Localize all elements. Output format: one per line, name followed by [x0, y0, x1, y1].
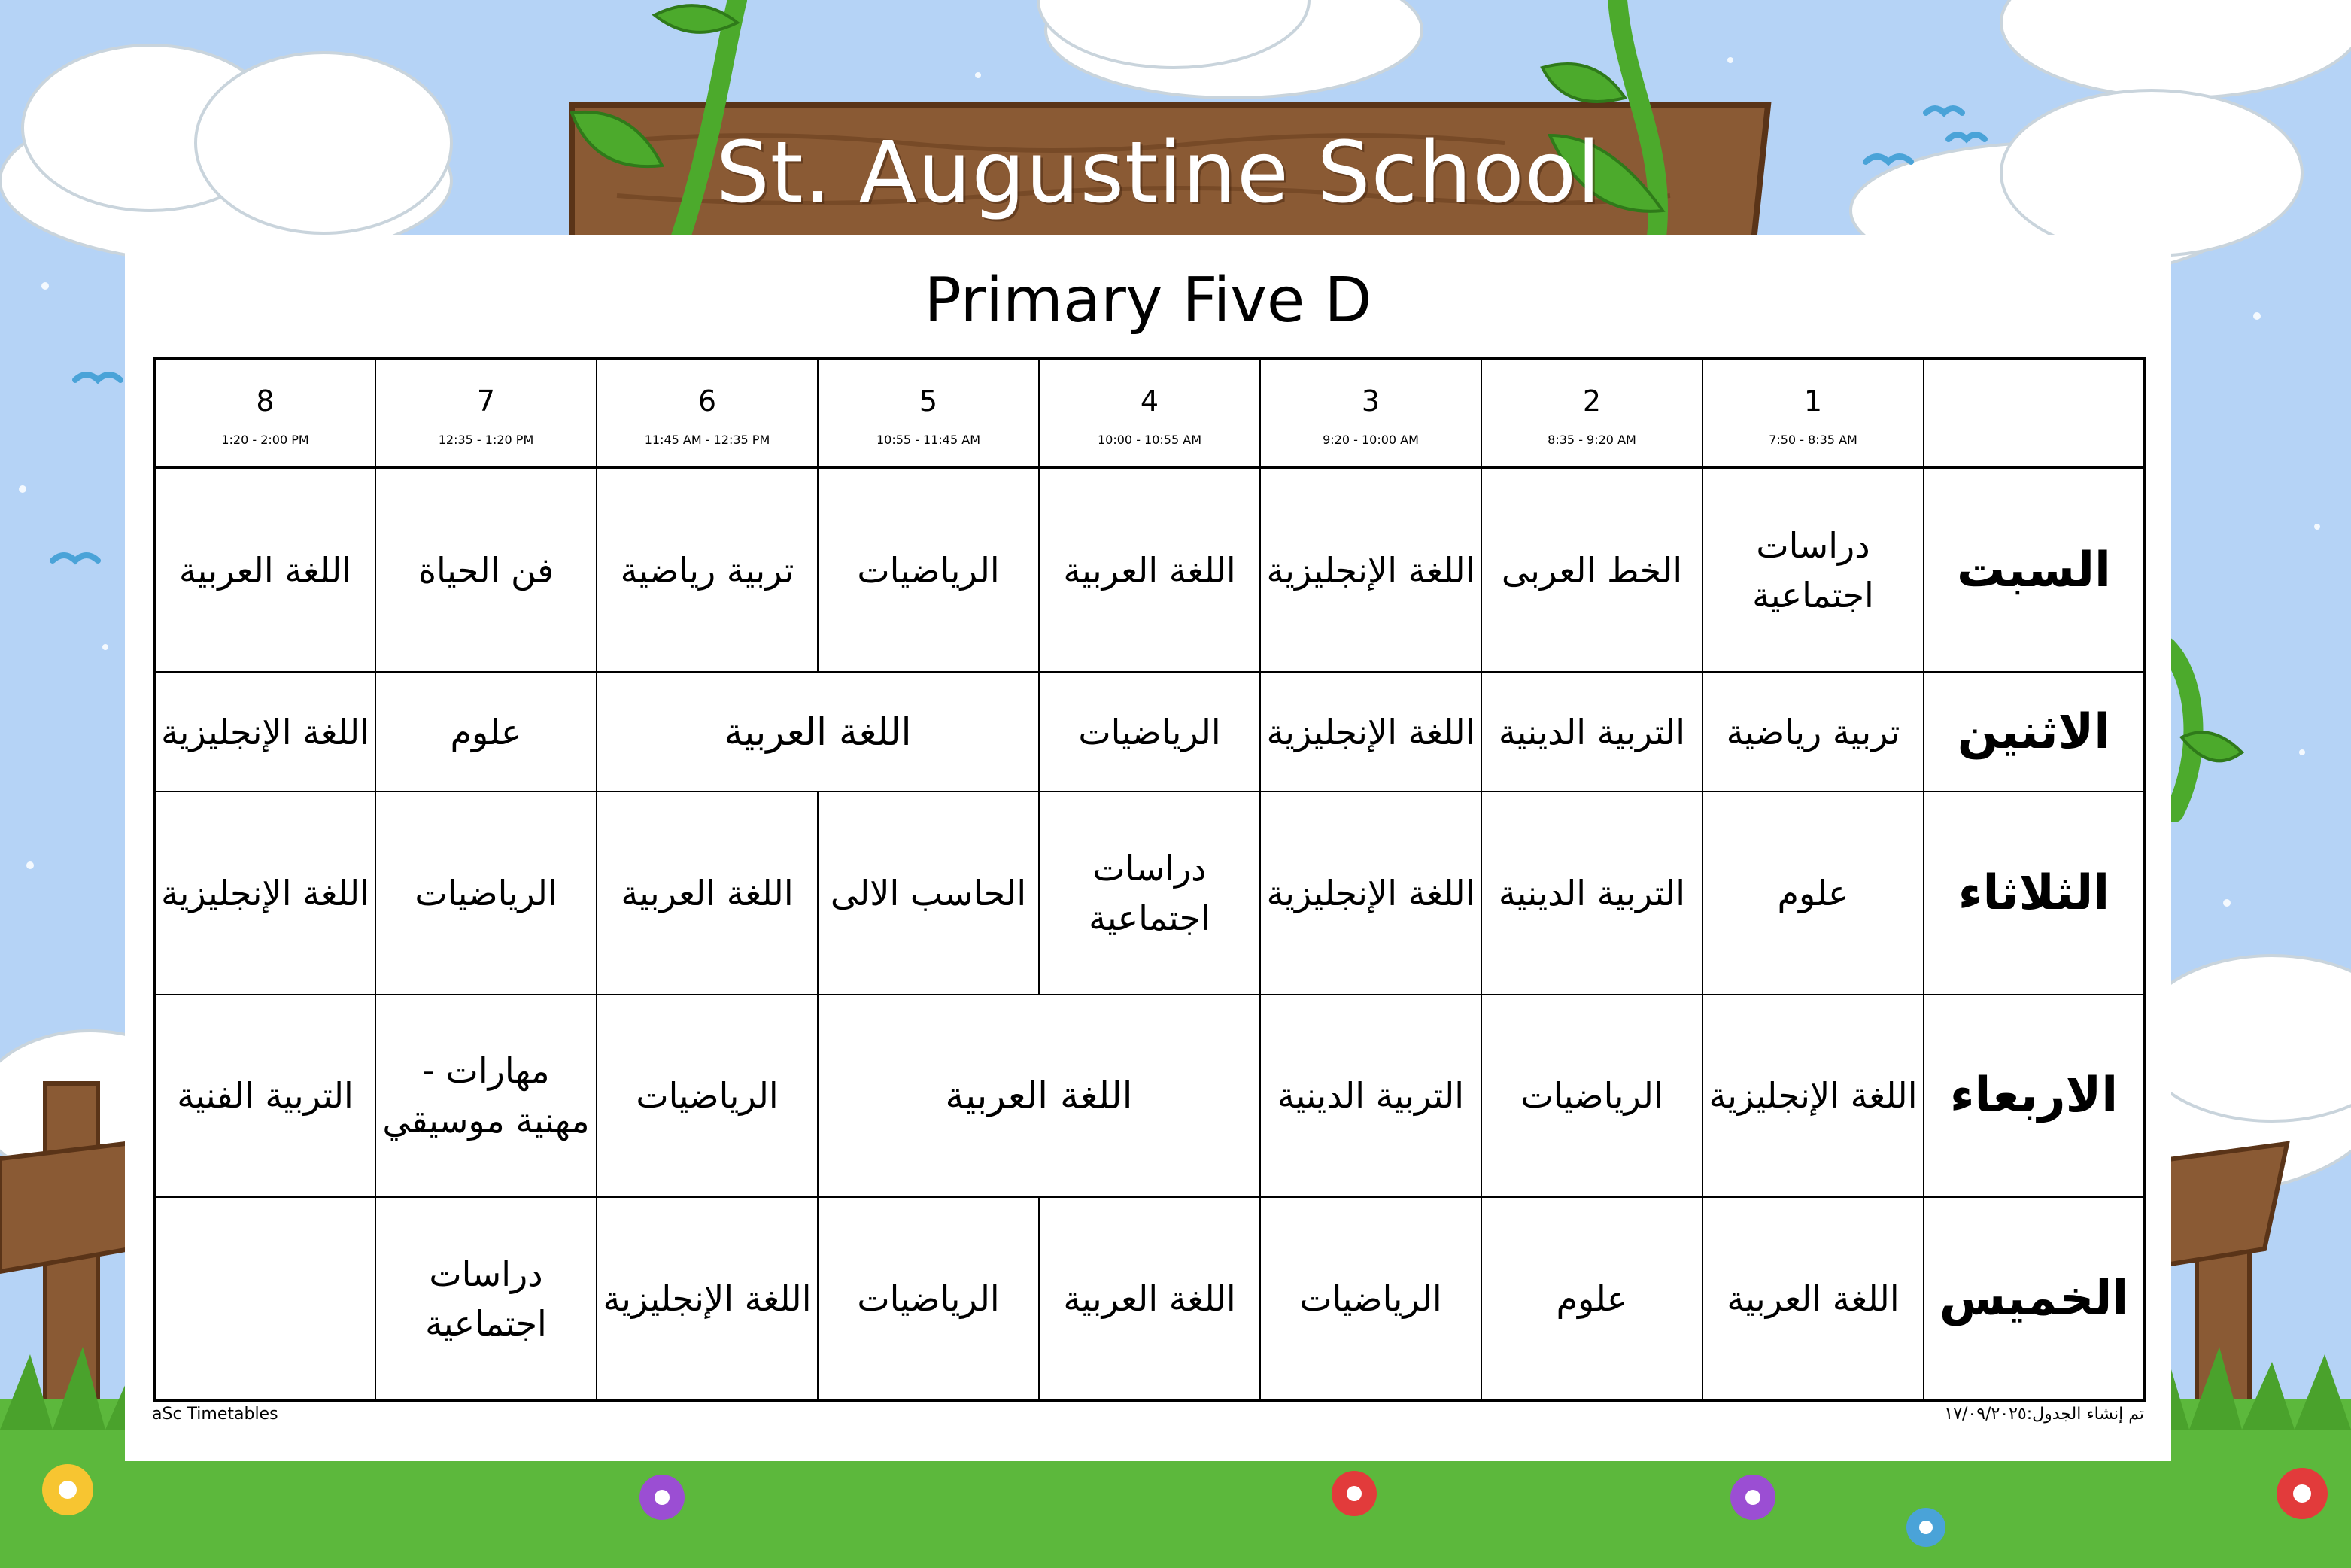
lesson-cell: الخط العربى [1481, 468, 1703, 672]
period-number: 5 [919, 384, 938, 418]
day-row [154, 995, 2145, 1197]
period-number: 2 [1582, 384, 1602, 418]
period-header [154, 358, 375, 468]
timetable [153, 357, 2146, 1402]
timetable-sheet [125, 235, 2171, 1461]
period-number: 1 [1803, 384, 1823, 418]
lesson-cell: التربية الدينية [1260, 995, 1481, 1197]
lesson-cell: الحاسب الالى [818, 792, 1039, 994]
period-time: 10:00 - 10:55 AM [1098, 432, 1201, 447]
footer-created-date: تم إنشاء الجدول:١٧/٠٩/٢٠٢٥ [1944, 1405, 2144, 1424]
lesson-cell: اللغة العربية [597, 672, 1039, 792]
class-title: Primary Five D [924, 265, 1372, 336]
lesson-cell: اللغة الإنجليزية [1260, 468, 1481, 672]
lesson-cell: الرياضيات [1039, 672, 1260, 792]
day-name: الثلاثاء [1924, 792, 2145, 994]
lesson-cell: دراسات اجتماعية [1039, 792, 1260, 994]
lesson-cell: دراسات اجتماعية [1703, 468, 1924, 672]
day-name: السبت [1924, 468, 2145, 672]
period-time: 10:55 - 11:45 AM [876, 432, 980, 447]
day-row [154, 1197, 2145, 1401]
period-time: 8:35 - 9:20 AM [1548, 432, 1636, 447]
lesson-cell: الرياضيات [597, 995, 818, 1197]
period-header [818, 358, 1039, 468]
period-header [1481, 358, 1703, 468]
period-time: 12:35 - 1:20 PM [438, 432, 534, 447]
period-time: 9:20 - 10:00 AM [1323, 432, 1419, 447]
lesson-cell: فن الحياة [375, 468, 597, 672]
lesson-cell: تربية رياضية [597, 468, 818, 672]
lesson-cell: اللغة الإنجليزية [154, 672, 375, 792]
period-header-row [154, 358, 2145, 468]
lesson-cell: اللغة العربية [1039, 468, 1260, 672]
lesson-cell: الرياضيات [818, 468, 1039, 672]
day-row [154, 792, 2145, 994]
lesson-cell: الرياضيات [818, 1197, 1039, 1401]
period-header [1703, 358, 1924, 468]
period-number: 6 [697, 384, 717, 418]
lesson-cell: اللغة الإنجليزية [597, 1197, 818, 1401]
day-name: الاربعاء [1924, 995, 2145, 1197]
lesson-cell: دراسات اجتماعية [375, 1197, 597, 1401]
day-row [154, 672, 2145, 792]
period-time: 11:45 AM - 12:35 PM [644, 432, 770, 447]
lesson-cell: علوم [1703, 792, 1924, 994]
school-name: St. Augustine School [715, 124, 1602, 222]
period-header [375, 358, 597, 468]
lesson-cell: علوم [1481, 1197, 1703, 1401]
lesson-cell: اللغة الإنجليزية [1703, 995, 1924, 1197]
lesson-cell: الرياضيات [1481, 995, 1703, 1197]
lesson-cell: اللغة العربية [597, 792, 818, 994]
footer-generator: aSc Timetables [152, 1405, 278, 1424]
period-time: 1:20 - 2:00 PM [221, 432, 309, 447]
period-number: 8 [256, 384, 275, 418]
day-name: الخميس [1924, 1197, 2145, 1401]
period-time: 7:50 - 8:35 AM [1769, 432, 1857, 447]
cloud-icon [0, 45, 451, 263]
lesson-cell: اللغة العربية [1039, 1197, 1260, 1401]
lesson-cell: علوم [375, 672, 597, 792]
lesson-cell [154, 1197, 375, 1401]
corner-cell [1924, 358, 2145, 468]
lesson-cell: اللغة الإنجليزية [1260, 792, 1481, 994]
period-header [597, 358, 818, 468]
lesson-cell: الرياضيات [375, 792, 597, 994]
lesson-cell: تربية رياضية [1703, 672, 1924, 792]
period-header [1260, 358, 1481, 468]
lesson-cell: الرياضيات [1260, 1197, 1481, 1401]
period-number: 4 [1140, 384, 1159, 418]
lesson-cell: مهارات - مهنية موسيقي [375, 995, 597, 1197]
lesson-cell: اللغة العربية [818, 995, 1260, 1197]
period-header [1039, 358, 1260, 468]
lesson-cell: اللغة الإنجليزية [1260, 672, 1481, 792]
day-row [154, 468, 2145, 672]
lesson-cell: اللغة العربية [1703, 1197, 1924, 1401]
lesson-cell: اللغة الإنجليزية [154, 792, 375, 994]
lesson-cell: التربية الدينية [1481, 672, 1703, 792]
day-name: الاثنين [1924, 672, 2145, 792]
lesson-cell: اللغة العربية [154, 468, 375, 672]
lesson-cell: التربية الدينية [1481, 792, 1703, 994]
lesson-cell: التربية الفنية [154, 995, 375, 1197]
period-number: 3 [1361, 384, 1381, 418]
period-number: 7 [476, 384, 496, 418]
